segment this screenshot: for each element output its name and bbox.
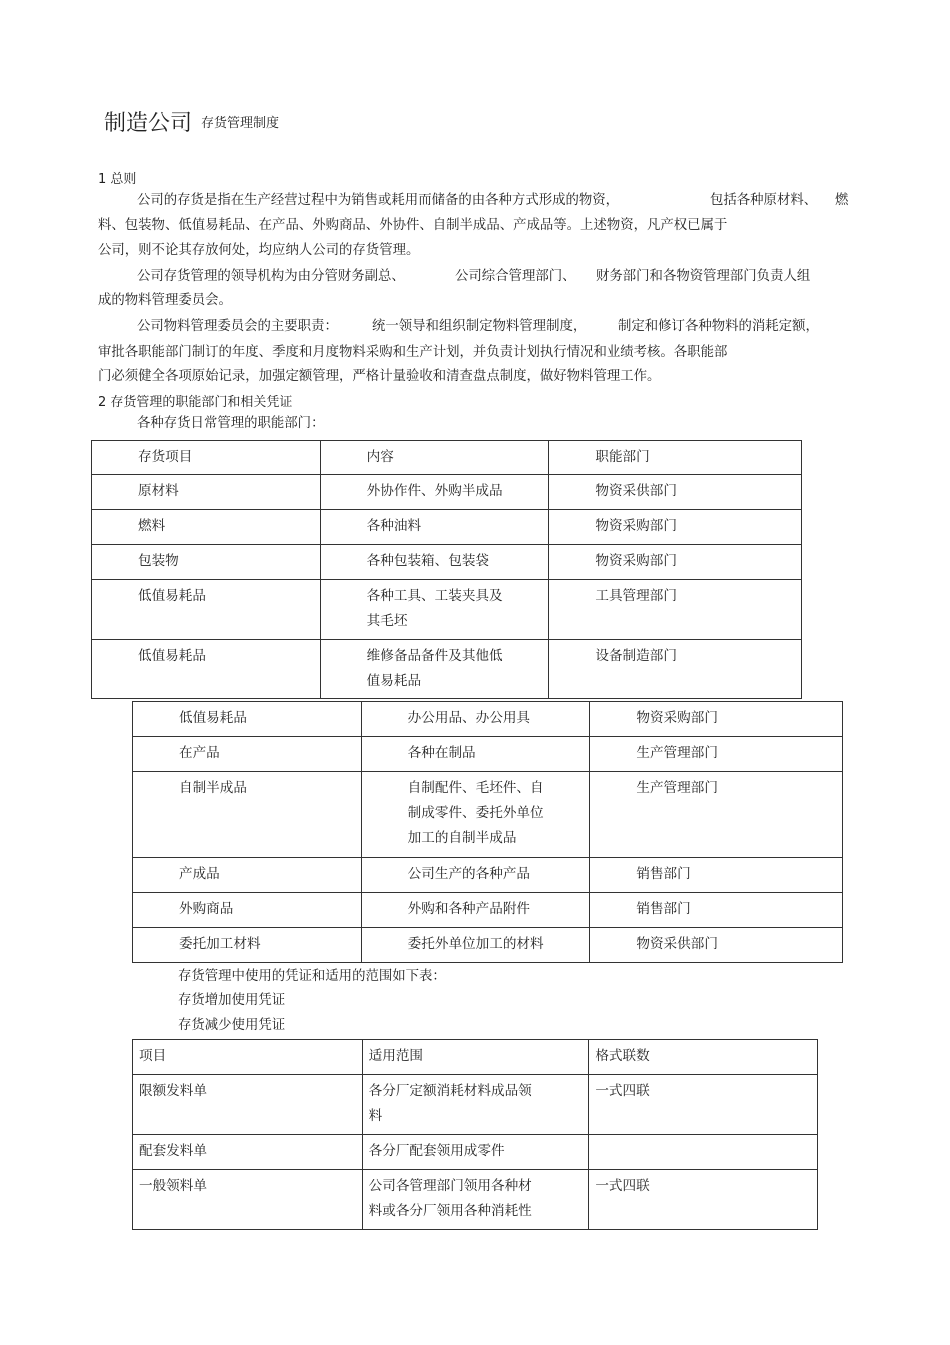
table-cell bbox=[362, 1135, 589, 1170]
paragraph-line: 公司综合管理部门、 bbox=[455, 269, 576, 284]
table-cell bbox=[590, 858, 843, 893]
table-cell bbox=[361, 737, 590, 772]
cell-text: 外购和各种产品附件 bbox=[407, 901, 531, 917]
table-row bbox=[133, 858, 843, 893]
cell-text: 自制配件、毛坯件、自 制成零件、委托外单位 加工的自制半成品 bbox=[407, 780, 544, 846]
cell-text: 一式四联 bbox=[595, 1083, 650, 1099]
table-cell bbox=[549, 475, 802, 510]
table-cell bbox=[589, 1135, 818, 1170]
table-header-cell bbox=[589, 1040, 818, 1075]
table-cell bbox=[133, 928, 362, 963]
table-cell bbox=[590, 928, 843, 963]
table-cell bbox=[133, 772, 362, 858]
table-cell bbox=[320, 510, 549, 545]
table-cell bbox=[133, 1075, 363, 1135]
table-cell bbox=[133, 1170, 363, 1230]
cell-text: 物资采供部门 bbox=[636, 936, 718, 952]
table-cell bbox=[590, 702, 843, 737]
table-cell bbox=[361, 858, 590, 893]
cell-text: 委托外单位加工的材料 bbox=[407, 936, 544, 952]
section-1-heading: 1 总则 bbox=[98, 172, 137, 187]
table-cell bbox=[590, 772, 843, 858]
departments-table-part2 bbox=[132, 701, 843, 963]
cell-text: 物资采供部门 bbox=[595, 483, 677, 499]
cell-text: 设备制造部门 bbox=[595, 648, 677, 664]
cell-text: 外购商品 bbox=[179, 901, 234, 917]
cell-text: 生产管理部门 bbox=[636, 745, 718, 761]
table-cell bbox=[320, 475, 549, 510]
table-row bbox=[133, 1170, 818, 1230]
paragraph-line: 公司物料管理委员会的主要职责： bbox=[137, 319, 338, 334]
table-cell bbox=[361, 893, 590, 928]
cell-text: 工具管理部门 bbox=[595, 588, 677, 604]
table-cell bbox=[549, 640, 802, 699]
header-department: 职能部门 bbox=[595, 449, 650, 465]
paragraph-line: 门必须健全各项原始记录，加强定额管理，严格计量验收和清查盘点制度，做好物料管理工作。 bbox=[98, 369, 661, 384]
table-cell bbox=[362, 1170, 589, 1230]
cell-text: 公司生产的各种产品 bbox=[407, 866, 531, 882]
header-scope: 适用范围 bbox=[368, 1048, 424, 1064]
table-row bbox=[92, 510, 802, 545]
table-cell bbox=[133, 858, 362, 893]
table-cell bbox=[133, 702, 362, 737]
cell-text: 各种在制品 bbox=[407, 745, 476, 761]
table-cell bbox=[361, 772, 590, 858]
table-cell bbox=[92, 475, 321, 510]
cell-text: 限额发料单 bbox=[139, 1083, 207, 1099]
vouchers-intro: 存货管理中使用的凭证和适用的范围如下表： bbox=[178, 969, 446, 984]
table-row bbox=[92, 640, 802, 699]
table-row bbox=[92, 545, 802, 580]
table-cell bbox=[361, 928, 590, 963]
table-header-row bbox=[92, 441, 802, 475]
header-item: 存货项目 bbox=[138, 449, 193, 465]
table-row bbox=[133, 928, 843, 963]
paragraph-line: 公司的存货是指在生产经营过程中为销售或耗用而储备的由各种方式形成的物资， bbox=[137, 193, 620, 208]
cell-text: 自制半成品 bbox=[179, 780, 247, 796]
table-header-cell bbox=[133, 1040, 363, 1075]
vouchers-decrease: 存货减少使用凭证 bbox=[178, 1018, 286, 1033]
cell-text: 低值易耗品 bbox=[179, 710, 247, 726]
table-cell bbox=[589, 1075, 818, 1135]
cell-text: 销售部门 bbox=[636, 901, 691, 917]
table-row bbox=[92, 580, 802, 640]
paragraph-line: 包括各种原材料、 bbox=[710, 193, 818, 208]
cell-text: 维修备品备件及其他低 值易耗品 bbox=[366, 648, 503, 689]
vouchers-table bbox=[132, 1039, 818, 1230]
header-item: 项目 bbox=[139, 1048, 167, 1064]
table-cell bbox=[362, 1075, 589, 1135]
cell-text: 一式四联 bbox=[595, 1178, 650, 1194]
cell-text: 物资采购部门 bbox=[595, 518, 677, 534]
section-2-heading: 2 存货管理的职能部门和相关凭证 bbox=[98, 395, 293, 410]
cell-text: 生产管理部门 bbox=[636, 780, 718, 796]
header-copies: 格式联数 bbox=[595, 1048, 650, 1064]
cell-text: 低值易耗品 bbox=[138, 588, 206, 604]
table-cell bbox=[320, 640, 549, 699]
table-header-cell bbox=[362, 1040, 589, 1075]
table-cell bbox=[549, 510, 802, 545]
departments-table-part1 bbox=[91, 440, 802, 699]
header-content: 内容 bbox=[366, 449, 394, 465]
paragraph-line: 公司，则不论其存放何处，均应纳人公司的存货管理。 bbox=[98, 243, 420, 258]
cell-text: 物资采购部门 bbox=[636, 710, 718, 726]
cell-text: 各种工具、工装夹具及 其毛坯 bbox=[366, 588, 503, 629]
table-cell bbox=[589, 1170, 818, 1230]
title-main: 制造公司 bbox=[104, 111, 193, 136]
paragraph-line: 审批各职能部门制订的年度、季度和月度物料采购和生产计划，并负责计划执行情况和业绩考核。各职能部 bbox=[98, 345, 728, 360]
table-cell bbox=[92, 545, 321, 580]
cell-text: 销售部门 bbox=[636, 866, 691, 882]
paragraph-line: 料、包装物、低值易耗品、在产品、外购商品、外协件、自制半成品、产成品等。上述物资，凡产权已属于 bbox=[98, 218, 728, 233]
cell-text: 一般领料单 bbox=[139, 1178, 207, 1194]
vouchers-increase: 存货增加使用凭证 bbox=[178, 993, 286, 1008]
cell-text: 产成品 bbox=[179, 866, 220, 882]
table-cell bbox=[549, 545, 802, 580]
cell-text: 公司各管理部门领用各种材 料或各分厂领用各种消耗性 bbox=[368, 1178, 532, 1219]
table-row bbox=[133, 893, 843, 928]
cell-text: 物资采购部门 bbox=[595, 553, 677, 569]
cell-text: 各种油料 bbox=[366, 518, 422, 534]
paragraph-line: 财务部门和各物资管理部门负责人组 bbox=[596, 269, 811, 284]
table-cell bbox=[92, 580, 321, 640]
table-header-cell bbox=[320, 441, 549, 475]
table-cell bbox=[133, 737, 362, 772]
cell-text: 各种包装箱、包装袋 bbox=[366, 553, 490, 569]
table-row bbox=[133, 772, 843, 858]
paragraph-line: 公司存货管理的领导机构为由分管财务副总、 bbox=[137, 269, 405, 284]
cell-text: 外协作件、外购半成品 bbox=[366, 483, 503, 499]
paragraph-line: 成的物料管理委员会。 bbox=[98, 293, 232, 308]
table-row bbox=[133, 737, 843, 772]
table-cell bbox=[92, 510, 321, 545]
cell-text: 低值易耗品 bbox=[138, 648, 206, 664]
cell-text: 包装物 bbox=[138, 553, 179, 569]
cell-text: 各分厂定额消耗材料成品领 料 bbox=[368, 1083, 532, 1124]
table-row bbox=[133, 1075, 818, 1135]
table-cell bbox=[320, 545, 549, 580]
table-cell bbox=[549, 580, 802, 640]
table-header-row bbox=[133, 1040, 818, 1075]
table-header-cell bbox=[549, 441, 802, 475]
cell-text: 委托加工材料 bbox=[179, 936, 261, 952]
table-cell bbox=[133, 1135, 363, 1170]
table-header-cell bbox=[92, 441, 321, 475]
paragraph-line: 燃 bbox=[835, 193, 849, 208]
table-cell bbox=[590, 737, 843, 772]
cell-text: 燃料 bbox=[138, 518, 166, 534]
table-cell bbox=[92, 640, 321, 699]
table-row bbox=[92, 475, 802, 510]
table-cell bbox=[320, 580, 549, 640]
cell-text: 配套发料单 bbox=[139, 1143, 207, 1159]
cell-text: 办公用品、办公用具 bbox=[407, 710, 531, 726]
table-cell bbox=[133, 893, 362, 928]
paragraph-line: 制定和修订各种物料的消耗定额， bbox=[618, 319, 819, 334]
section-2-intro: 各种存货日常管理的职能部门： bbox=[137, 416, 325, 431]
table-cell bbox=[590, 893, 843, 928]
cell-text: 在产品 bbox=[179, 745, 220, 761]
cell-text: 原材料 bbox=[138, 483, 179, 499]
table-row bbox=[133, 1135, 818, 1170]
table-row bbox=[133, 702, 843, 737]
cell-text: 各分厂配套领用成零件 bbox=[368, 1143, 505, 1159]
cell-text bbox=[589, 1135, 817, 1139]
paragraph-line: 统一领导和组织制定物料管理制度， bbox=[372, 319, 587, 334]
title-sub: 存货管理制度 bbox=[201, 116, 280, 131]
table-cell bbox=[361, 702, 590, 737]
